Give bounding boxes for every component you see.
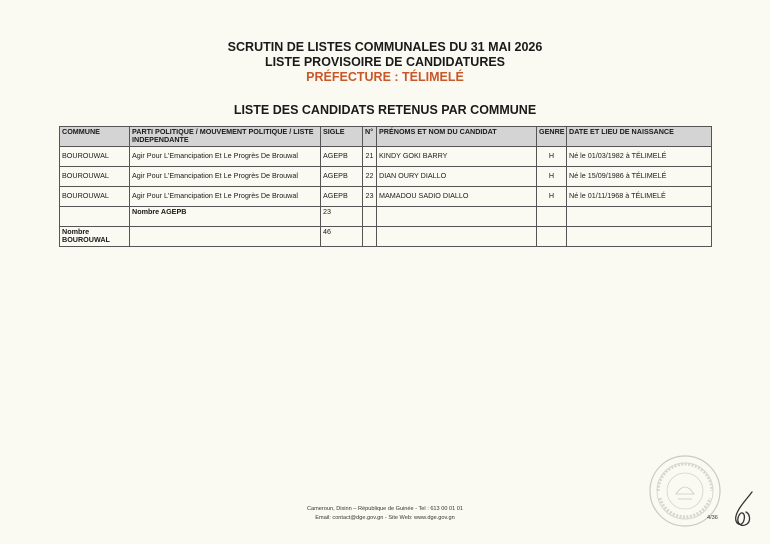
candidate-name-cell: DIAN OURY DIALLO: [377, 167, 537, 187]
empty-cell: [363, 227, 377, 247]
party-cell: Agir Pour L'Emancipation Et Le Progrès De Brouwal: [130, 187, 321, 207]
number-cell: 23: [363, 187, 377, 207]
candidates-table: [59, 126, 712, 247]
column-header: PARTI POLITIQUE / MOUVEMENT POLITIQUE / LISTE INDEPENDANTE: [130, 127, 321, 147]
empty-cell: [130, 227, 321, 247]
total-row: [60, 227, 712, 247]
total-label: Nombre BOUROUWAL: [60, 227, 130, 247]
prefecture-label: PRÉFECTURE : TÉLIMELÉ: [306, 70, 464, 84]
gender-cell: H: [537, 187, 567, 207]
empty-cell: [567, 227, 712, 247]
column-header: N°: [363, 127, 377, 147]
birth-cell: Né le 01/11/1968 à TÉLIMELÉ: [567, 187, 712, 207]
table-header-row: [60, 127, 712, 147]
page-number: 4/36: [707, 515, 718, 521]
empty-cell: [377, 207, 537, 227]
empty-cell: [537, 207, 567, 227]
table-row: [60, 147, 712, 167]
party-cell: Agir Pour L'Emancipation Et Le Progrès De Brouwal: [130, 167, 321, 187]
footer-contact: Email: contact@dge.gov.gn - Site Web: www.dge.gov.gn: [315, 515, 455, 521]
empty-cell: [60, 207, 130, 227]
subtotal-row: [60, 207, 712, 227]
number-cell: 21: [363, 147, 377, 167]
column-header: GENRE: [537, 127, 567, 147]
gender-cell: H: [537, 167, 567, 187]
footer-address: Cameroun, Dixinn – République de Guinée - Tel : 613 00 01 01: [306, 506, 463, 512]
column-header: DATE ET LIEU DE NAISSANCE: [567, 127, 712, 147]
empty-cell: [567, 207, 712, 227]
table-row: [60, 187, 712, 207]
signature-icon: [728, 488, 762, 532]
total-value: 46: [321, 227, 363, 247]
party-cell: Agir Pour L'Emancipation Et Le Progrès De Brouwal: [130, 147, 321, 167]
candidate-name-cell: KINDY GOKI BARRY: [377, 147, 537, 167]
empty-cell: [537, 227, 567, 247]
subtotal-label: Nombre AGEPB: [130, 207, 321, 227]
candidate-name-cell: MAMADOU SADIO DIALLO: [377, 187, 537, 207]
acronym-cell: AGEPB: [321, 187, 363, 207]
birth-cell: Né le 15/09/1986 à TÉLIMELÉ: [567, 167, 712, 187]
number-cell: 22: [363, 167, 377, 187]
header-title: SCRUTIN DE LISTES COMMUNALES DU 31 MAI 2026: [227, 40, 543, 54]
document-header: [0, 40, 770, 85]
table-row: [60, 167, 712, 187]
subtotal-value: 23: [321, 207, 363, 227]
commune-cell: BOUROUWAL: [60, 147, 130, 167]
empty-cell: [363, 207, 377, 227]
commune-cell: BOUROUWAL: [60, 167, 130, 187]
header-subtitle: LISTE PROVISOIRE DE CANDIDATURES: [264, 55, 506, 69]
column-header: COMMUNE: [60, 127, 130, 147]
column-header: PRÉNOMS ET NOM DU CANDIDAT: [377, 127, 537, 147]
column-header: SIGLE: [321, 127, 363, 147]
commune-cell: BOUROUWAL: [60, 187, 130, 207]
birth-cell: Né le 01/03/1982 à TÉLIMELÉ: [567, 147, 712, 167]
gender-cell: H: [537, 147, 567, 167]
acronym-cell: AGEPB: [321, 167, 363, 187]
acronym-cell: AGEPB: [321, 147, 363, 167]
list-title: LISTE DES CANDIDATS RETENUS PAR COMMUNE: [233, 103, 537, 117]
empty-cell: [377, 227, 537, 247]
